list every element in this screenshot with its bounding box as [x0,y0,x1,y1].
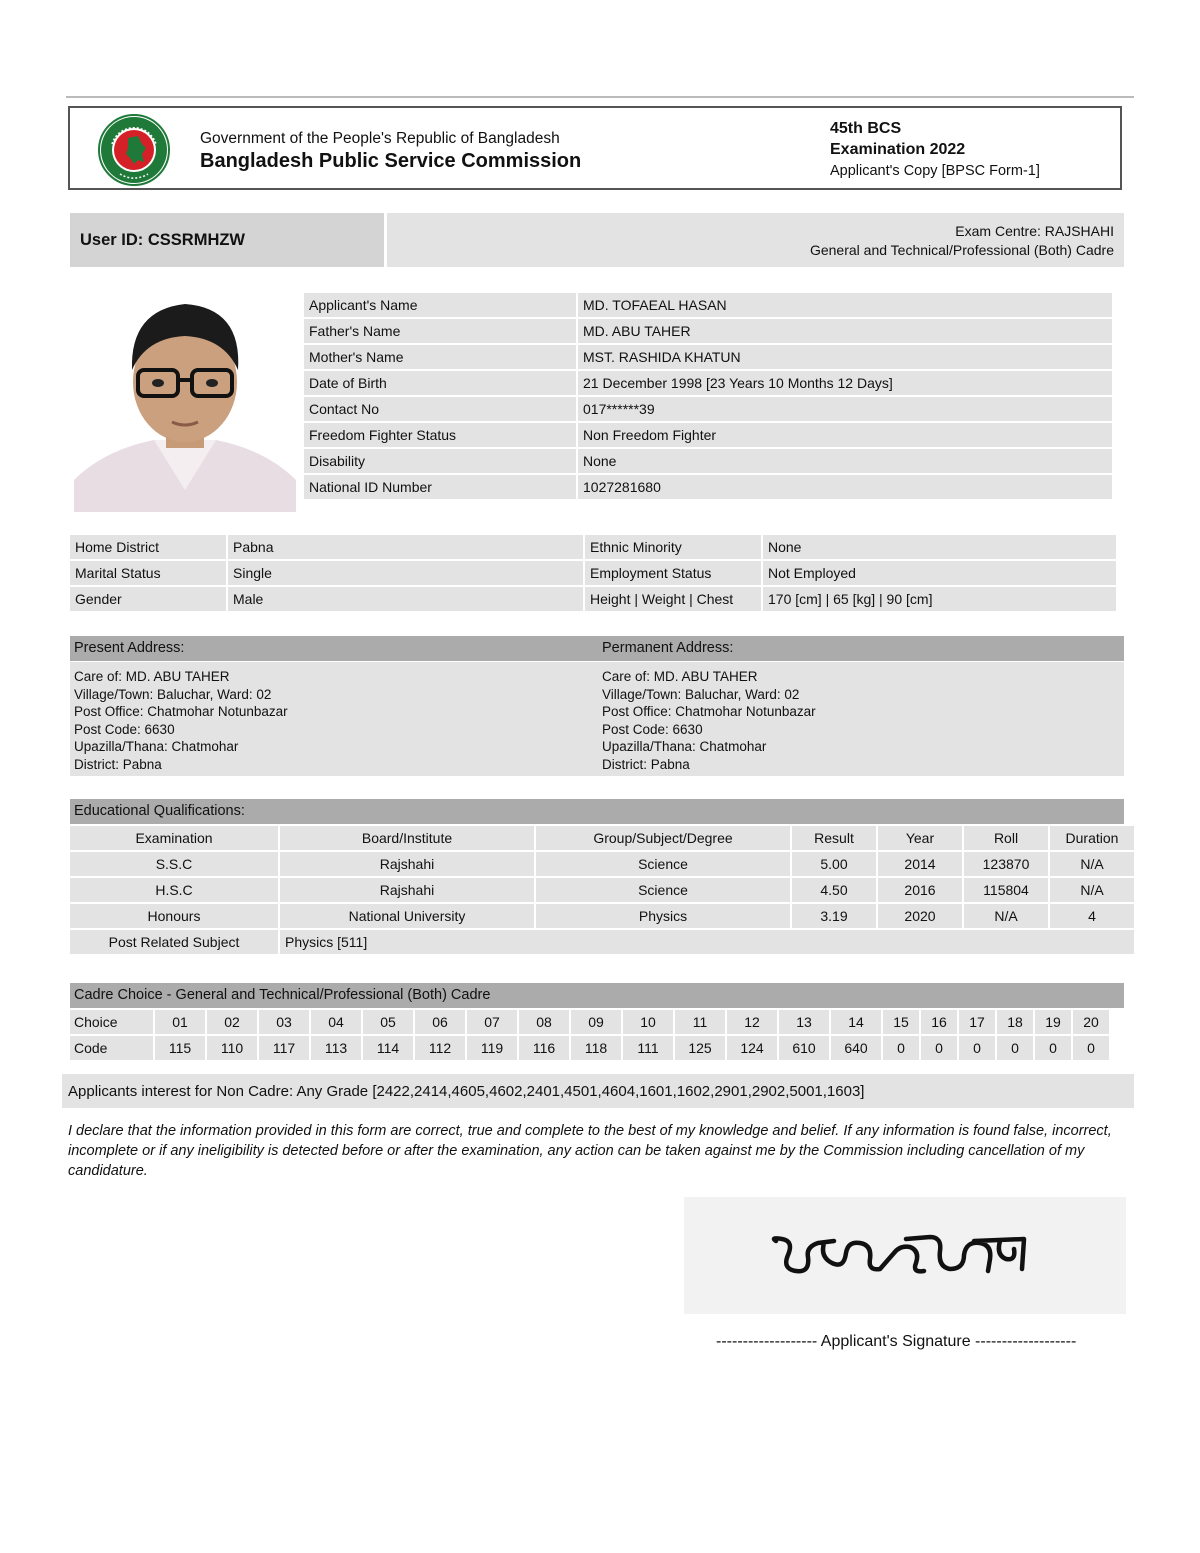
declaration-text: I declare that the information provided in this form are correct, true and complete to the best of my knowledge and belief. If any information is found false, incorrect, incomplete or if any ineligibility is detected before or after the examination, any action can be taken against me by the Commission including cancellation of my candidature. [68,1123,1112,1179]
address-line: District: Pabna [74,756,162,772]
info-row [304,293,1112,317]
personal-row [70,587,1116,611]
info-row [304,371,1112,395]
education-cell: Physics [536,904,790,928]
cadre-choice-cell: 04 [311,1010,361,1034]
cadre-header [70,983,1124,1008]
education-column-header: Duration [1050,826,1134,850]
education-cell: National University [280,904,534,928]
personal-value: 170 [cm] | 65 [kg] | 90 [cm] [763,587,1116,611]
personal-value: Pabna [228,535,583,559]
info-row [304,345,1112,369]
cadre-choice-cell: 12 [727,1010,777,1034]
cadre-code-cell: 115 [155,1036,205,1060]
address-line: Care of: MD. ABU TAHER [602,669,758,684]
applicant-photo [74,290,296,512]
personal-row [70,561,1116,585]
education-column-header: Examination [70,826,278,850]
cadre-code-cell: 112 [415,1036,465,1060]
education-cell: Honours [70,904,278,928]
exam-year: Examination 2022 [830,141,966,158]
education-cell: Science [536,852,790,876]
education-cell: 3.19 [792,904,876,928]
present-address [74,668,288,774]
address-line: Upazilla/Thana: Chatmohar [74,739,239,755]
education-cell: Science [536,878,790,902]
info-label: Father's Name [304,319,576,343]
cadre-title: Cadre Choice - General and Technical/Professional (Both) Cadre [74,987,491,1003]
cadre-type: General and Technical/Professional (Both) Cadre [809,242,1114,258]
cadre-choice-cell: 11 [675,1010,725,1034]
info-label: Disability [304,449,576,473]
info-value: 21 December 1998 [23 Years 10 Months 12 Days] [578,371,1112,395]
info-row [304,449,1112,473]
cadre-choice-cell: 19 [1035,1010,1071,1034]
education-cell: 115804 [964,878,1048,902]
info-label: Contact No [304,397,576,421]
info-label: Applicant's Name [304,293,576,317]
education-column-header: Result [792,826,876,850]
handwritten-signature [684,1197,1126,1314]
education-column-header: Roll [964,826,1048,850]
cadre-code-cell: 117 [259,1036,309,1060]
cadre-code-cell: 114 [363,1036,413,1060]
cadre-choice-cell: 05 [363,1010,413,1034]
info-row [304,423,1112,447]
cadre-code-row [70,1036,1109,1060]
cadre-code-cell: 0 [997,1036,1033,1060]
cadre-choice-cell: 02 [207,1010,257,1034]
education-header [70,799,1124,824]
education-cell: 4 [1050,904,1134,928]
address-body [70,662,1124,776]
exam-name: 45th BCS [830,120,902,137]
personal-value: None [763,535,1116,559]
cadre-code-cell: 113 [311,1036,361,1060]
address-line: Post Office: Chatmohar Notunbazar [74,704,288,720]
cadre-code-cell: 125 [675,1036,725,1060]
cadre-choice-cell: 03 [259,1010,309,1034]
education-cell: 2016 [878,878,962,902]
cadre-code-cell: 0 [1035,1036,1071,1060]
education-cell: 2014 [878,852,962,876]
education-cell: 4.50 [792,878,876,902]
cadre-choice-cell: 15 [883,1010,919,1034]
permanent-address [602,668,816,774]
address-header [70,636,1124,661]
education-row [70,852,1134,876]
personal-label: Employment Status [585,561,761,585]
personal-label: Height | Weight | Chest [585,587,761,611]
info-label: Date of Birth [304,371,576,395]
post-related-row [70,930,1134,954]
cadre-choice-cell: 20 [1073,1010,1109,1034]
cadre-choice-label: Choice [70,1010,153,1034]
personal-label: Home District [70,535,226,559]
education-column-header: Group/Subject/Degree [536,826,790,850]
exam-centre: Exam Centre: RAJSHAHI [955,223,1114,239]
signature-label: ------------------- Applicant's Signature ------------------- [716,1333,1077,1350]
cadre-choice-table [68,1008,1111,1062]
personal-label: Ethnic Minority [585,535,761,559]
signature-image [684,1197,1126,1314]
address-line: Post Code: 6630 [602,721,703,737]
education-cell: Rajshahi [280,852,534,876]
info-value: Non Freedom Fighter [578,423,1112,447]
cadre-choice-cell: 06 [415,1010,465,1034]
non-cadre-text: Applicants interest for Non Cadre: Any Grade [2422,2414,4605,4602,2401,4501,4604,1601,1602,2901,2902,5001,1603] [68,1083,865,1100]
cadre-choice-cell: 08 [519,1010,569,1034]
info-row [304,319,1112,343]
personal-label: Gender [70,587,226,611]
education-cell: 2020 [878,904,962,928]
cadre-code-cell: 0 [1073,1036,1109,1060]
info-label: Mother's Name [304,345,576,369]
cadre-choice-cell: 13 [779,1010,829,1034]
education-column-header: Year [878,826,962,850]
cadre-code-cell: 0 [883,1036,919,1060]
personal-value: Not Employed [763,561,1116,585]
personal-label: Marital Status [70,561,226,585]
personal-row [70,535,1116,559]
cadre-code-cell: 116 [519,1036,569,1060]
cadre-choice-cell: 16 [921,1010,957,1034]
education-cell: N/A [1050,878,1134,902]
education-row [70,878,1134,902]
applicant-info-table [302,291,1114,501]
cadre-choice-cell: 17 [959,1010,995,1034]
user-id: User ID: CSSRMHZW [80,231,246,249]
address-line: Upazilla/Thana: Chatmohar [602,739,767,755]
cadre-code-label: Code [70,1036,153,1060]
education-cell: Rajshahi [280,878,534,902]
info-value: None [578,449,1112,473]
cadre-code-cell: 119 [467,1036,517,1060]
info-label: National ID Number [304,475,576,499]
cadre-code-cell: 110 [207,1036,257,1060]
cadre-choice-cell: 07 [467,1010,517,1034]
cadre-code-cell: 0 [921,1036,957,1060]
personal-value: Single [228,561,583,585]
cadre-code-cell: 118 [571,1036,621,1060]
cadre-choice-cell: 18 [997,1010,1033,1034]
address-line: Village/Town: Baluchar, Ward: 02 [74,686,272,702]
personal-info-table [68,533,1118,613]
cadre-choice-cell: 01 [155,1010,205,1034]
cadre-code-cell: 640 [831,1036,881,1060]
info-row [304,397,1112,421]
info-value: 1027281680 [578,475,1112,499]
exam-centre-box [387,213,1124,267]
government-title: Government of the People's Republic of Bangladesh [200,130,560,147]
post-related-value: Physics [511] [280,930,1134,954]
info-value: 017******39 [578,397,1112,421]
non-cadre-box [62,1074,1134,1108]
address-line: Post Office: Chatmohar Notunbazar [602,704,816,720]
copy-label: Applicant's Copy [BPSC Form-1] [830,163,1040,179]
info-label: Freedom Fighter Status [304,423,576,447]
cadre-choice-row [70,1010,1109,1034]
post-related-label: Post Related Subject [70,930,278,954]
education-cell: N/A [1050,852,1134,876]
education-cell: H.S.C [70,878,278,902]
commission-name: Bangladesh Public Service Commission [200,150,582,172]
bangladesh-government-seal-icon [98,114,170,186]
cadre-choice-cell: 10 [623,1010,673,1034]
cadre-code-cell: 111 [623,1036,673,1060]
education-table [68,824,1136,956]
education-cell: 5.00 [792,852,876,876]
user-id-box [70,213,384,267]
education-cell: 123870 [964,852,1048,876]
address-line: Village/Town: Baluchar, Ward: 02 [602,686,800,702]
education-header-row [70,826,1134,850]
info-value: MST. RASHIDA KHATUN [578,345,1112,369]
cadre-choice-cell: 14 [831,1010,881,1034]
address-line: District: Pabna [602,756,690,772]
education-column-header: Board/Institute [280,826,534,850]
education-cell: N/A [964,904,1048,928]
cadre-code-cell: 124 [727,1036,777,1060]
present-address-title: Present Address: [74,640,185,656]
info-value: MD. TOFAEAL HASAN [578,293,1112,317]
cadre-code-cell: 610 [779,1036,829,1060]
education-title: Educational Qualifications: [74,803,245,819]
address-line: Post Code: 6630 [74,721,175,737]
education-row [70,904,1134,928]
top-rule [66,96,1134,98]
personal-value: Male [228,587,583,611]
cadre-choice-cell: 09 [571,1010,621,1034]
education-cell: S.S.C [70,852,278,876]
cadre-code-cell: 0 [959,1036,995,1060]
info-value: MD. ABU TAHER [578,319,1112,343]
permanent-address-title: Permanent Address: [602,640,734,656]
form-header [68,106,1122,190]
address-line: Care of: MD. ABU TAHER [74,669,230,684]
info-row [304,475,1112,499]
